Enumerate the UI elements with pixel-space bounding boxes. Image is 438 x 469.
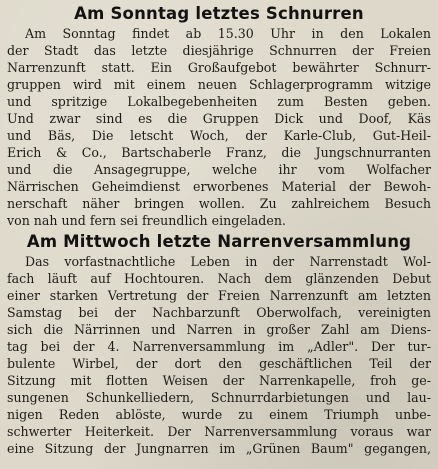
article-2-line: sich die Närrinnen und Narren in großer Zahl am Diens- bbox=[7, 322, 431, 337]
article-2-line: schwerter Heiterkeit. Der Narrenversammlung voraus war bbox=[7, 424, 431, 439]
article-2-line: nigen Reden ablöste, wurde zu einem Triumph unbe- bbox=[7, 407, 431, 422]
article-1-line: der Stadt das letzte diesjährige Schnurren der Freien bbox=[7, 43, 431, 58]
article-1-line: nerschaft näher bringen wollen. Zu zahlreichem Besuch bbox=[7, 196, 431, 211]
article-2-line: einer starken Vertretung der Freien Narrenzunft am letzten bbox=[7, 288, 431, 303]
article-1-headline: Am Sonntag letztes Schnurren bbox=[74, 4, 364, 23]
article-1-line: von nah und fern sei freundlich eingeladen. bbox=[7, 213, 286, 228]
article-1-line: und die Ansagegruppe, welche ihr vom Wolfacher bbox=[7, 162, 431, 177]
article-1-line: und Bäs, Die letscht Woch, der Karle-Club, Gut-Heil- bbox=[7, 128, 431, 143]
article-2-line: fach läuft auf Hochtouren. Nach dem glänzenden Debut bbox=[7, 271, 431, 286]
article-1-line: Und zwar sind es die Gruppen Dick und Doof, Käs bbox=[7, 111, 431, 126]
article-1-line: Erich & Co., Bartschaberle Franz, die Jungschnurranten bbox=[7, 145, 431, 160]
article-2-line: bulente Wirbel, der dort den geschäftlichen Teil der bbox=[7, 356, 431, 371]
article-2-headline: Am Mittwoch letzte Narrenversammlung bbox=[26, 232, 412, 251]
article-2-line: Samstag bei der Nachbarzunft Oberwolfach, vereinigten bbox=[7, 305, 431, 320]
article-2-line: Sitzung mit flotten Weisen der Narrenkapelle, froh ge- bbox=[7, 373, 431, 388]
article-1-line: Narrenzunft statt. Ein Großaufgebot bewährter Schnurr- bbox=[7, 60, 431, 75]
article-2-line: tag bei der 4. Narrenversammlung im „Adler". Der tur- bbox=[7, 339, 431, 354]
article-2-line: Das vorfastnachtliche Leben in der Narrenstadt Wol- bbox=[25, 254, 431, 269]
article-1-line: Am Sonntag findet ab 15.30 Uhr in den Lokalen bbox=[25, 26, 431, 41]
article-1-line: Närrischen Geheimdienst erworbenes Material der Bewoh- bbox=[7, 179, 431, 194]
article-1-line: und spritzige Lokalbegebenheiten zum Besten geben. bbox=[7, 94, 431, 109]
article-2-line: eine Sitzung der Jungnarren im „Grünen Baum" gegangen, bbox=[7, 441, 431, 456]
article-1-line: gruppen wird mit einem neuen Schlagerprogramm witzige bbox=[7, 77, 431, 92]
article-2-line: sungenen Schunkelliedern, Schnurrdarbietungen und lau- bbox=[7, 390, 431, 405]
